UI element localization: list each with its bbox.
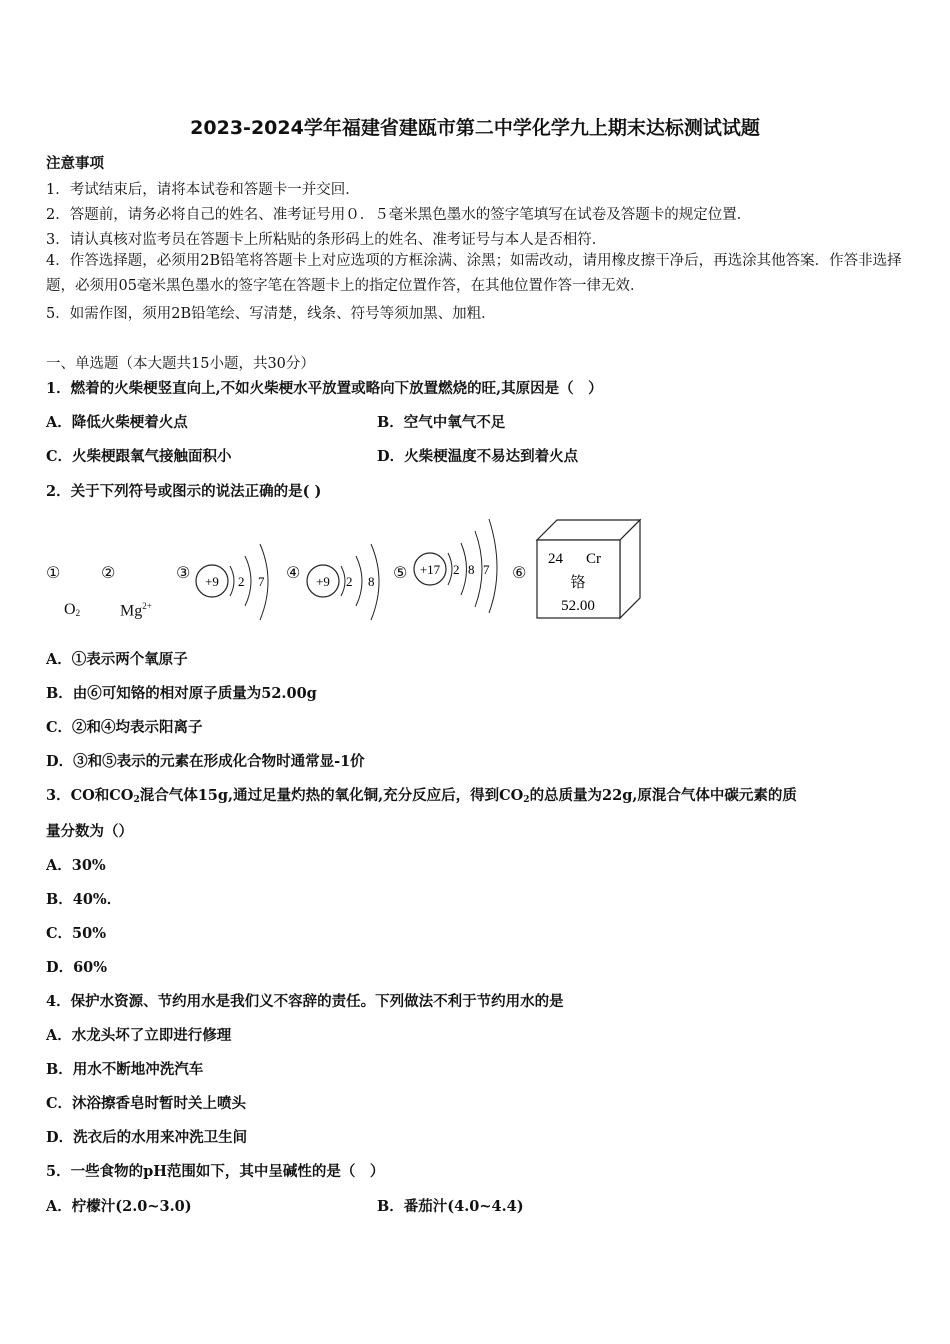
nucleus-charge: +17	[419, 562, 441, 577]
mg-symbol: Mg	[120, 602, 143, 620]
shell-arc-2	[245, 556, 251, 606]
shell-count-1: 2	[238, 574, 245, 589]
q4-stem: 4．保护水资源、节约用水是我们义不容辞的责任。下列做法不利于节约用水的是	[46, 993, 564, 1010]
shell-count-2: 8	[368, 574, 375, 589]
q3-option-b: B．40%．	[46, 891, 122, 908]
atomic-mass: 52.00	[561, 598, 595, 614]
shell-arc-1	[230, 566, 234, 596]
q3-stem-continued: 量分数为（）	[46, 823, 133, 840]
q4-option-d: D．洗衣后的水用来冲洗卫生间	[46, 1129, 248, 1146]
q3-subscript-2: 2	[523, 795, 530, 805]
q3-subscript-1: 2	[133, 795, 140, 805]
notice-item-4: 4．作答选择题，必须用2B铅笔将答题卡上对应选项的方框涂满、涂黑；如需改动，请用橡皮擦干净后，再选涂其他答案．作答非选择题，必须用05毫米黑色墨水的签字笔在答题卡上的指定位置作答，在其他位置作答一律无效．	[46, 253, 902, 294]
q5-option-b: B．番茄汁(4.0~4.4)	[377, 1198, 524, 1215]
notice-item-5: 5．如需作图，须用2B铅笔绘、写清楚，线条、符号等须加黑、加粗．	[46, 306, 496, 322]
q5-stem: 5．一些食物的pH范围如下，其中呈碱性的是（ ）	[46, 1163, 385, 1180]
label-1: ①	[46, 563, 61, 582]
shell-arc-1	[341, 566, 345, 596]
notice-item-2: 2．答题前，请务必将自己的姓名、准考证号用０．５毫米黑色墨水的签字笔填写在试卷及答题卡的规定位置．	[46, 207, 752, 223]
q4-option-b: B．用水不断地冲洗汽车	[46, 1061, 204, 1078]
nucleus-charge: +9	[316, 574, 330, 589]
shell-arc-1	[448, 553, 452, 585]
nucleus-charge: +9	[205, 574, 219, 589]
q1-option-a: A．降低火柴梗着火点	[46, 414, 188, 431]
q2-option-b: B．由⑥可知铬的相对原子质量为52.00g	[46, 685, 317, 702]
o2-subscript: 2	[75, 608, 81, 618]
o2-symbol: O	[64, 601, 76, 618]
shell-count-1: 2	[453, 562, 460, 577]
section-heading: 一、单选题（本大题共15小题，共30分）	[46, 356, 315, 372]
q2-option-d: D．③和⑤表示的元素在形成化合物时通常显-1价	[46, 753, 365, 770]
label-2: ②	[101, 563, 116, 582]
q1-option-c: C．火柴梗跟氧气接触面积小	[46, 448, 232, 465]
label-5: ⑤	[393, 563, 408, 582]
q2-option-c: C．②和④均表示阳离子	[46, 719, 203, 736]
shell-arc-2	[356, 556, 362, 606]
element-cell-chromium	[534, 516, 644, 620]
label-6: ⑥	[512, 563, 527, 582]
shell-count-1: 2	[346, 574, 353, 589]
o2-formula	[64, 601, 80, 619]
q3-stem-part-1: 3．CO和CO	[46, 787, 134, 804]
shell-arc-2	[461, 543, 467, 595]
q1-stem: 1．燃着的火柴梗竖直向上,不如火柴梗水平放置或略向下放置燃烧的旺,其原因是（ ）	[46, 380, 603, 397]
q3-stem-part-2: 混合气体15g,通过足量灼热的氧化铜,充分反应后，得到CO	[139, 787, 524, 804]
q3-stem-part-3: 的总质量为22g,原混合气体中碳元素的质	[529, 787, 797, 804]
page-title: 2023-2024学年福建省建瓯市第二中学化学九上期末达标测试试题	[190, 117, 760, 139]
atom-diagram-5	[410, 515, 506, 615]
element-symbol: Cr	[586, 551, 601, 567]
q3-stem	[46, 784, 797, 805]
q2-stem: 2．关于下列符号或图示的说法正确的是( )	[46, 483, 322, 500]
shell-arc-4	[489, 519, 497, 613]
q3-option-d: D．60%	[46, 959, 108, 976]
notice-heading: 注意事项	[46, 155, 104, 172]
label-3: ③	[176, 563, 191, 582]
shell-count-2: 8	[468, 562, 475, 577]
q1-option-d: D．火柴梗温度不易达到着火点	[377, 448, 579, 465]
atom-diagram-4	[301, 538, 391, 624]
element-name: 铬	[570, 575, 586, 591]
mg-charge: 2+	[142, 601, 152, 611]
notice-item-3: 3．请认真核对监考员在答题卡上所粘贴的条形码上的姓名、准考证号与本人是否相符．	[46, 232, 607, 248]
shell-count-2: 7	[258, 574, 265, 589]
label-4: ④	[286, 563, 301, 582]
shell-count-3: 7	[483, 562, 490, 577]
q3-option-c: C．50%	[46, 925, 106, 942]
mg-ion-formula	[120, 601, 152, 620]
atom-diagram-3	[190, 538, 280, 624]
q1-option-b: B．空气中氧气不足	[377, 414, 506, 431]
q3-option-a: A．30%	[46, 857, 106, 874]
q5-option-a: A．柠檬汁(2.0~3.0)	[46, 1198, 192, 1215]
q2-option-a: A．①表示两个氧原子	[46, 651, 188, 668]
atomic-number: 24	[548, 551, 563, 567]
shell-arc-3	[475, 531, 482, 607]
notice-item-1: 1．考试结束后，请将本试卷和答题卡一并交回．	[46, 182, 360, 198]
q4-option-c: C．沐浴擦香皂时暂时关上喷头	[46, 1095, 247, 1112]
q4-option-a: A．水龙头坏了立即进行修理	[46, 1027, 232, 1044]
